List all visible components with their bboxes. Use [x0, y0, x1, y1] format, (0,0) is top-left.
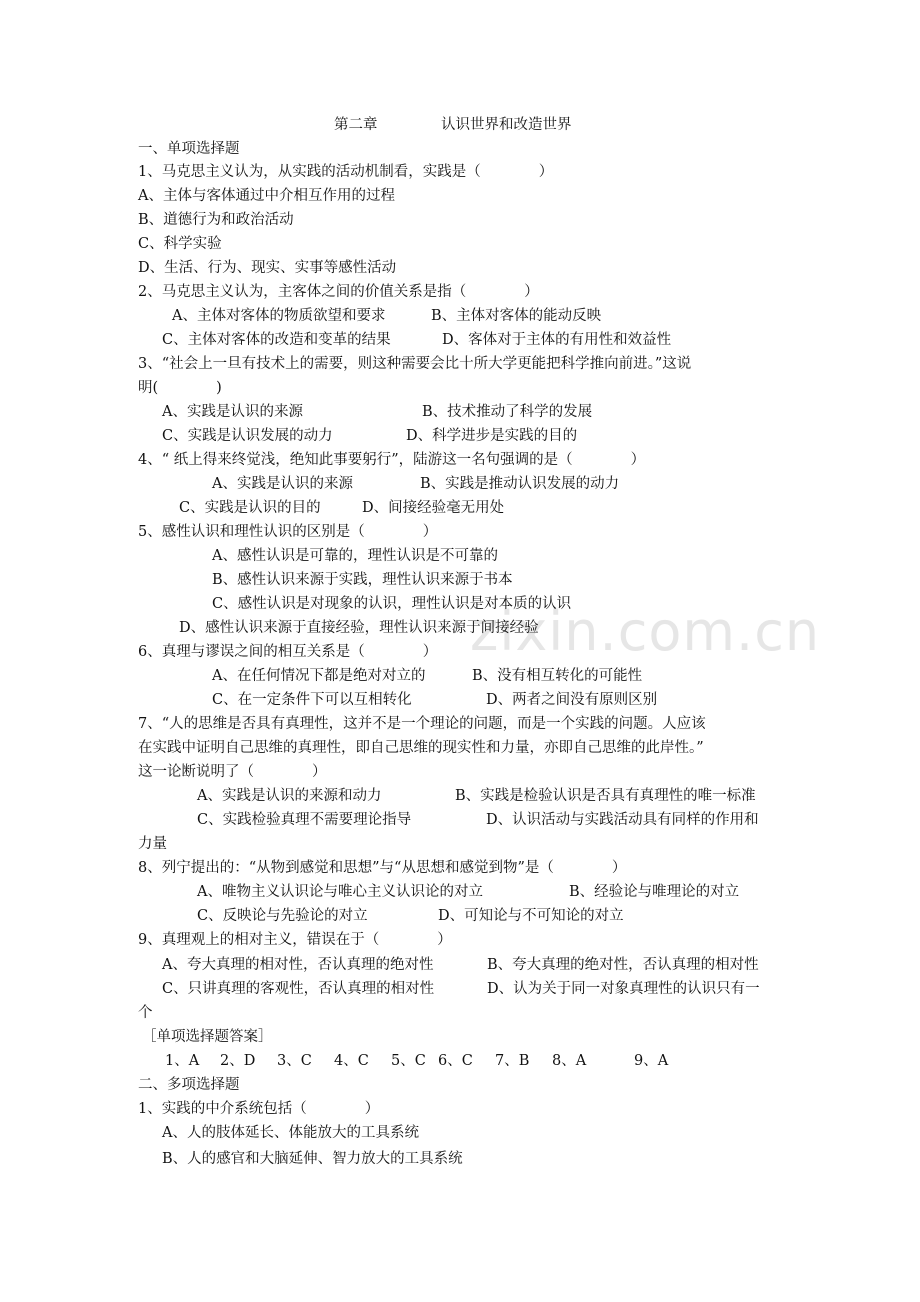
option-c: C、只讲真理的客观性，否认真理的相对性: [162, 981, 435, 997]
option-c: C、感性认识是对现象的认识，理性认识是对本质的认识: [212, 596, 572, 612]
option-d: D、感性认识来源于直接经验，理性认识来源于间接经验: [179, 620, 539, 636]
question-stem: 2、马克思主义认为，主客体之间的价值关系是指（ ）: [138, 284, 539, 300]
option-d: D、可知论与不可知论的对立: [438, 908, 624, 924]
option-c: C、反映论与先验论的对立: [197, 908, 368, 924]
option-a: A、实践是认识的来源: [212, 476, 353, 492]
option-b: B、没有相互转化的可能性: [472, 668, 643, 684]
question-stem-cont: 这一论断说明了（ ）: [138, 764, 327, 780]
answer-item: 9、A: [634, 1053, 669, 1069]
question-stem: 1、马克思主义认为，从实践的活动机制看，实践是（ ）: [138, 164, 554, 180]
option-a: A、实践是认识的来源和动力: [197, 788, 382, 804]
option-b: B、感性认识来源于实践，理性认识来源于书本: [212, 572, 513, 588]
option-d: D、生活、行为、现实、实事等感性活动: [138, 260, 397, 276]
option-c: C、实践检验真理不需要理论指导: [197, 812, 412, 828]
answer-item: 2、D: [220, 1053, 256, 1069]
answer-item: 7、B: [495, 1053, 530, 1069]
answer-item: 8、A: [552, 1053, 587, 1069]
answer-key-label: ［单项选择题答案］: [142, 1029, 273, 1045]
question-stem-cont: 明( ): [138, 380, 222, 396]
question-stem: 8、列宁提出的：“从物到感觉和思想”与“从思想和感觉到物”是（ ）: [138, 860, 627, 876]
option-b: B、夸大真理的绝对性，否认真理的相对性: [487, 957, 759, 973]
option-a: A、实践是认识的来源: [162, 404, 303, 420]
option-d: D、两者之间没有原则区别: [486, 692, 658, 708]
option-a: A、唯物主义认识论与唯心主义认识论的对立: [197, 884, 483, 900]
option-b: B、道德行为和政治活动: [138, 212, 294, 228]
option-b: B、实践是推动认识发展的动力: [420, 476, 620, 492]
answer-item: 4、C: [334, 1053, 369, 1069]
option-b: B、主体对客体的能动反映: [431, 308, 602, 324]
option-b: B、实践是检验认识是否具有真理性的唯一标准: [455, 788, 756, 804]
option-a: A、夸大真理的相对性，否认真理的绝对性: [162, 957, 434, 973]
option-d: D、客体对于主体的有用性和效益性: [442, 332, 672, 348]
answer-item: 6、C: [438, 1053, 473, 1069]
chapter-title: 认识世界和改造世界: [441, 117, 572, 133]
question-stem: 3、“社会上一旦有技术上的需要，则这种需要会比十所大学更能把科学推向前进。”这说: [138, 356, 692, 372]
option-c: C、在一定条件下可以互相转化: [212, 692, 412, 708]
chapter-number: 第二章: [334, 117, 378, 133]
option-c: C、实践是认识的目的: [179, 500, 321, 516]
option-d: D、间接经验毫无用处: [362, 500, 505, 516]
section-heading-single-choice: 一、单项选择题: [138, 141, 240, 157]
option-a: A、人的肢体延长、体能放大的工具系统: [162, 1125, 419, 1141]
option-d-cont: 力量: [138, 836, 167, 852]
option-a: A、感性认识是可靠的，理性认识是不可靠的: [212, 548, 498, 564]
answer-item: 3、C: [277, 1053, 312, 1069]
question-stem: 4、“ 纸上得来终觉浅，绝知此事要躬行”，陆游这一名句强调的是（ ）: [138, 452, 646, 468]
question-stem: 5、感性认识和理性认识的区别是（ ）: [138, 524, 438, 540]
answer-item: 1、A: [165, 1053, 200, 1069]
question-stem: 6、真理与谬误之间的相互关系是（ ）: [138, 644, 438, 660]
option-b: B、人的感官和大脑延伸、智力放大的工具系统: [162, 1151, 463, 1167]
option-d: D、认识活动与实践活动具有同样的作用和: [486, 812, 759, 828]
question-stem: 9、真理观上的相对主义，错误在于（ ）: [138, 932, 452, 948]
option-c: C、科学实验: [138, 236, 222, 252]
option-c: C、实践是认识发展的动力: [162, 428, 333, 444]
answer-item: 5、C: [391, 1053, 426, 1069]
option-d: D、认为关于同一对象真理性的认识只有一: [487, 981, 760, 997]
option-d: D、科学进步是实践的目的: [406, 428, 578, 444]
question-stem-cont: 在实践中证明自己思维的真理性，即自己思维的现实性和力量，亦即自己思维的此岸性。”: [138, 740, 704, 756]
option-a: A、在任何情况下都是绝对对立的: [212, 668, 426, 684]
option-c: C、主体对客体的改造和变革的结果: [162, 332, 391, 348]
question-stem: 1、实践的中介系统包括（ ）: [138, 1101, 380, 1117]
option-d-cont: 个: [138, 1005, 153, 1021]
section-heading-multi-choice: 二、多项选择题: [138, 1077, 240, 1093]
watermark: zixin.com.cn: [470, 600, 821, 663]
question-stem: 7、“人的思维是否具有真理性，这并不是一个理论的问题，而是一个实践的问题。人应该: [138, 716, 706, 732]
option-b: B、经验论与唯理论的对立: [569, 884, 740, 900]
option-b: B、技术推动了科学的发展: [422, 404, 593, 420]
option-a: A、主体对客体的物质欲望和要求: [172, 308, 386, 324]
option-a: A、主体与客体通过中介相互作用的过程: [138, 188, 395, 204]
